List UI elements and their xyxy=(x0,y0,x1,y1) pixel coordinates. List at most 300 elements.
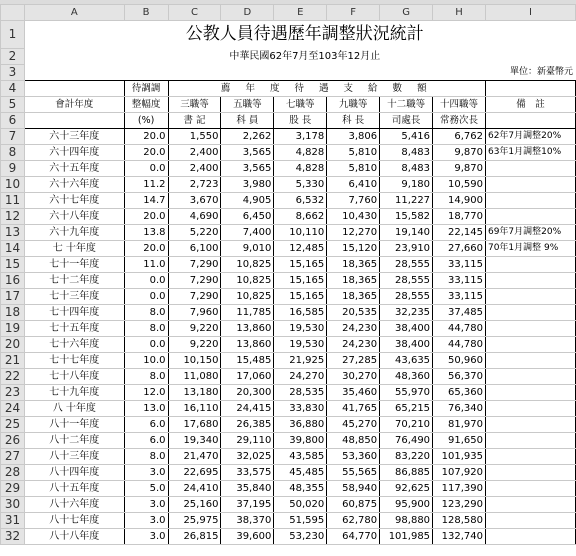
salary-cell[interactable]: 21,925 xyxy=(274,353,327,369)
row-header[interactable]: 27 xyxy=(1,449,25,465)
salary-cell[interactable]: 43,585 xyxy=(274,449,327,465)
salary-cell[interactable]: 76,340 xyxy=(433,401,486,417)
year-cell[interactable]: 六十九年度 xyxy=(24,225,124,241)
salary-cell[interactable]: 70,210 xyxy=(380,417,433,433)
column-header[interactable]: E xyxy=(274,5,327,21)
salary-cell[interactable]: 27,660 xyxy=(433,241,486,257)
salary-cell[interactable]: 8,483 xyxy=(380,145,433,161)
year-cell[interactable]: 七 十年度 xyxy=(24,241,124,257)
salary-cell[interactable]: 55,970 xyxy=(380,385,433,401)
row-header[interactable]: 14 xyxy=(1,241,25,257)
row-header[interactable]: 4 xyxy=(1,81,25,97)
salary-cell[interactable]: 17,060 xyxy=(221,369,274,385)
salary-cell[interactable]: 19,530 xyxy=(274,321,327,337)
note-cell[interactable]: 69年7月調整20% xyxy=(485,225,575,241)
salary-cell[interactable]: 53,230 xyxy=(274,529,327,545)
header-rate-2[interactable]: 整幅度 xyxy=(124,97,168,113)
salary-cell[interactable]: 7,290 xyxy=(168,257,221,273)
salary-cell[interactable]: 41,765 xyxy=(327,401,380,417)
cell[interactable] xyxy=(24,21,124,49)
note-cell[interactable] xyxy=(485,385,575,401)
salary-cell[interactable]: 5,810 xyxy=(327,145,380,161)
rate-cell[interactable]: 12.0 xyxy=(124,385,168,401)
salary-cell[interactable]: 19,530 xyxy=(274,337,327,353)
row-header[interactable]: 20 xyxy=(1,337,25,353)
salary-cell[interactable]: 107,920 xyxy=(433,465,486,481)
salary-cell[interactable]: 98,880 xyxy=(380,513,433,529)
salary-cell[interactable]: 92,625 xyxy=(380,481,433,497)
salary-cell[interactable]: 37,485 xyxy=(433,305,486,321)
salary-cell[interactable]: 20,300 xyxy=(221,385,274,401)
salary-cell[interactable]: 33,115 xyxy=(433,289,486,305)
year-cell[interactable]: 六十三年度 xyxy=(24,129,124,145)
note-cell[interactable]: 62年7月調整20% xyxy=(485,129,575,145)
salary-cell[interactable]: 81,970 xyxy=(433,417,486,433)
salary-cell[interactable]: 12,485 xyxy=(274,241,327,257)
salary-cell[interactable]: 91,650 xyxy=(433,433,486,449)
salary-cell[interactable]: 16,110 xyxy=(168,401,221,417)
row-header[interactable]: 1 xyxy=(1,21,25,49)
salary-cell[interactable]: 24,230 xyxy=(327,321,380,337)
salary-cell[interactable]: 25,160 xyxy=(168,497,221,513)
salary-cell[interactable]: 33,830 xyxy=(274,401,327,417)
salary-cell[interactable]: 11,080 xyxy=(168,369,221,385)
salary-cell[interactable]: 65,215 xyxy=(380,401,433,417)
year-cell[interactable]: 七十六年度 xyxy=(24,337,124,353)
rate-cell[interactable]: 0.0 xyxy=(124,289,168,305)
note-cell[interactable] xyxy=(485,465,575,481)
header-title[interactable]: 科 長 xyxy=(327,113,380,129)
salary-cell[interactable]: 14,900 xyxy=(433,193,486,209)
salary-cell[interactable]: 28,555 xyxy=(380,289,433,305)
salary-cell[interactable]: 48,355 xyxy=(274,481,327,497)
header-title[interactable]: 司處長 xyxy=(380,113,433,129)
salary-cell[interactable]: 39,800 xyxy=(274,433,327,449)
salary-cell[interactable]: 15,120 xyxy=(327,241,380,257)
cell[interactable] xyxy=(485,49,575,65)
salary-cell[interactable]: 15,165 xyxy=(274,257,327,273)
salary-cell[interactable]: 3,565 xyxy=(221,145,274,161)
column-header[interactable]: F xyxy=(327,5,380,21)
row-header[interactable]: 12 xyxy=(1,209,25,225)
note-cell[interactable] xyxy=(485,529,575,545)
salary-cell[interactable]: 4,905 xyxy=(221,193,274,209)
salary-cell[interactable]: 3,980 xyxy=(221,177,274,193)
salary-cell[interactable]: 32,235 xyxy=(380,305,433,321)
row-header[interactable]: 19 xyxy=(1,321,25,337)
year-cell[interactable]: 六十四年度 xyxy=(24,145,124,161)
salary-cell[interactable]: 27,285 xyxy=(327,353,380,369)
row-header[interactable]: 31 xyxy=(1,513,25,529)
salary-cell[interactable]: 86,885 xyxy=(380,465,433,481)
cell[interactable] xyxy=(24,65,485,81)
note-cell[interactable]: 70年1月調整 9% xyxy=(485,241,575,257)
salary-cell[interactable]: 3,565 xyxy=(221,161,274,177)
year-cell[interactable]: 八十二年度 xyxy=(24,433,124,449)
column-header[interactable]: C xyxy=(168,5,221,21)
row-header[interactable]: 17 xyxy=(1,289,25,305)
salary-cell[interactable]: 24,410 xyxy=(168,481,221,497)
salary-cell[interactable]: 24,270 xyxy=(274,369,327,385)
salary-cell[interactable]: 2,400 xyxy=(168,145,221,161)
salary-cell[interactable]: 7,960 xyxy=(168,305,221,321)
row-header[interactable]: 11 xyxy=(1,193,25,209)
salary-cell[interactable]: 50,020 xyxy=(274,497,327,513)
header-title[interactable]: 股 長 xyxy=(274,113,327,129)
column-header[interactable]: H xyxy=(433,5,486,21)
column-header[interactable]: B xyxy=(124,5,168,21)
salary-cell[interactable]: 22,145 xyxy=(433,225,486,241)
rate-cell[interactable]: 20.0 xyxy=(124,209,168,225)
cell[interactable] xyxy=(485,21,575,49)
row-header[interactable]: 24 xyxy=(1,401,25,417)
salary-cell[interactable]: 24,230 xyxy=(327,337,380,353)
salary-cell[interactable]: 5,220 xyxy=(168,225,221,241)
salary-cell[interactable]: 9,220 xyxy=(168,321,221,337)
rate-cell[interactable]: 0.0 xyxy=(124,161,168,177)
salary-cell[interactable]: 30,270 xyxy=(327,369,380,385)
salary-cell[interactable]: 2,723 xyxy=(168,177,221,193)
row-header[interactable]: 6 xyxy=(1,113,25,129)
salary-cell[interactable]: 10,430 xyxy=(327,209,380,225)
salary-cell[interactable]: 15,165 xyxy=(274,289,327,305)
salary-cell[interactable]: 29,110 xyxy=(221,433,274,449)
row-header[interactable]: 18 xyxy=(1,305,25,321)
note-cell[interactable] xyxy=(485,257,575,273)
rate-cell[interactable]: 20.0 xyxy=(124,129,168,145)
salary-cell[interactable]: 56,370 xyxy=(433,369,486,385)
cell[interactable] xyxy=(24,49,124,65)
salary-cell[interactable]: 28,555 xyxy=(380,257,433,273)
salary-cell[interactable]: 5,810 xyxy=(327,161,380,177)
salary-cell[interactable]: 128,580 xyxy=(433,513,486,529)
salary-cell[interactable]: 6,762 xyxy=(433,129,486,145)
salary-cell[interactable]: 12,270 xyxy=(327,225,380,241)
note-cell[interactable] xyxy=(485,289,575,305)
row-header[interactable]: 2 xyxy=(1,49,25,65)
note-cell[interactable] xyxy=(485,321,575,337)
salary-cell[interactable]: 3,178 xyxy=(274,129,327,145)
note-cell[interactable]: 63年1月調整10% xyxy=(485,145,575,161)
note-cell[interactable] xyxy=(485,513,575,529)
salary-cell[interactable]: 19,340 xyxy=(168,433,221,449)
year-cell[interactable]: 六十八年度 xyxy=(24,209,124,225)
salary-cell[interactable]: 38,400 xyxy=(380,337,433,353)
row-header[interactable]: 29 xyxy=(1,481,25,497)
header-notes[interactable]: 備 註 xyxy=(485,97,575,113)
rate-cell[interactable]: 3.0 xyxy=(124,529,168,545)
note-cell[interactable] xyxy=(485,273,575,289)
salary-cell[interactable]: 123,290 xyxy=(433,497,486,513)
year-cell[interactable]: 七十九年度 xyxy=(24,385,124,401)
rate-cell[interactable]: 3.0 xyxy=(124,465,168,481)
salary-cell[interactable]: 19,140 xyxy=(380,225,433,241)
note-cell[interactable] xyxy=(485,209,575,225)
salary-cell[interactable]: 28,535 xyxy=(274,385,327,401)
salary-cell[interactable]: 13,860 xyxy=(221,337,274,353)
salary-cell[interactable]: 20,535 xyxy=(327,305,380,321)
salary-cell[interactable]: 23,910 xyxy=(380,241,433,257)
salary-cell[interactable]: 7,290 xyxy=(168,273,221,289)
salary-cell[interactable]: 8,483 xyxy=(380,161,433,177)
row-header[interactable]: 8 xyxy=(1,145,25,161)
salary-cell[interactable]: 32,025 xyxy=(221,449,274,465)
year-cell[interactable]: 七十二年度 xyxy=(24,273,124,289)
salary-cell[interactable]: 65,360 xyxy=(433,385,486,401)
rate-cell[interactable]: 20.0 xyxy=(124,145,168,161)
rate-cell[interactable]: 10.0 xyxy=(124,353,168,369)
salary-cell[interactable]: 45,270 xyxy=(327,417,380,433)
salary-cell[interactable]: 35,460 xyxy=(327,385,380,401)
salary-cell[interactable]: 17,680 xyxy=(168,417,221,433)
salary-cell[interactable]: 6,410 xyxy=(327,177,380,193)
unit-label[interactable]: 單位：新臺幣元 xyxy=(485,65,575,81)
salary-cell[interactable]: 15,582 xyxy=(380,209,433,225)
rate-cell[interactable]: 13.0 xyxy=(124,401,168,417)
year-cell[interactable]: 七十五年度 xyxy=(24,321,124,337)
salary-cell[interactable]: 48,360 xyxy=(380,369,433,385)
salary-cell[interactable]: 21,470 xyxy=(168,449,221,465)
salary-cell[interactable]: 50,960 xyxy=(433,353,486,369)
salary-cell[interactable]: 3,670 xyxy=(168,193,221,209)
year-cell[interactable]: 六十五年度 xyxy=(24,161,124,177)
salary-cell[interactable]: 101,935 xyxy=(433,449,486,465)
year-cell[interactable]: 八十七年度 xyxy=(24,513,124,529)
salary-cell[interactable]: 36,880 xyxy=(274,417,327,433)
salary-cell[interactable]: 15,485 xyxy=(221,353,274,369)
salary-cell[interactable]: 5,330 xyxy=(274,177,327,193)
rate-cell[interactable]: 8.0 xyxy=(124,449,168,465)
note-cell[interactable] xyxy=(485,353,575,369)
rate-cell[interactable]: 11.0 xyxy=(124,257,168,273)
header-grade[interactable]: 九職等 xyxy=(327,97,380,113)
salary-cell[interactable]: 18,365 xyxy=(327,273,380,289)
year-cell[interactable]: 八十八年度 xyxy=(24,529,124,545)
cell[interactable] xyxy=(485,113,575,129)
column-header[interactable]: D xyxy=(221,5,274,21)
salary-cell[interactable]: 10,110 xyxy=(274,225,327,241)
rate-cell[interactable]: 14.7 xyxy=(124,193,168,209)
salary-cell[interactable]: 15,165 xyxy=(274,273,327,289)
salary-cell[interactable]: 38,370 xyxy=(221,513,274,529)
column-header[interactable]: G xyxy=(380,5,433,21)
salary-cell[interactable]: 33,575 xyxy=(221,465,274,481)
year-cell[interactable]: 七十三年度 xyxy=(24,289,124,305)
salary-cell[interactable]: 55,565 xyxy=(327,465,380,481)
salary-cell[interactable]: 33,115 xyxy=(433,273,486,289)
year-cell[interactable]: 八十六年度 xyxy=(24,497,124,513)
row-header[interactable]: 13 xyxy=(1,225,25,241)
salary-cell[interactable]: 101,985 xyxy=(380,529,433,545)
row-header[interactable]: 10 xyxy=(1,177,25,193)
note-cell[interactable] xyxy=(485,449,575,465)
salary-cell[interactable]: 7,760 xyxy=(327,193,380,209)
note-cell[interactable] xyxy=(485,497,575,513)
rate-cell[interactable]: 8.0 xyxy=(124,369,168,385)
year-cell[interactable]: 七十四年度 xyxy=(24,305,124,321)
salary-cell[interactable]: 13,180 xyxy=(168,385,221,401)
note-cell[interactable] xyxy=(485,433,575,449)
year-cell[interactable]: 八十五年度 xyxy=(24,481,124,497)
year-cell[interactable]: 八十三年度 xyxy=(24,449,124,465)
column-header[interactable]: A xyxy=(24,5,124,21)
header-rate-3[interactable]: (%) xyxy=(124,113,168,129)
note-cell[interactable] xyxy=(485,481,575,497)
note-cell[interactable] xyxy=(485,337,575,353)
year-cell[interactable]: 六十七年度 xyxy=(24,193,124,209)
salary-cell[interactable]: 10,825 xyxy=(221,257,274,273)
rate-cell[interactable]: 8.0 xyxy=(124,305,168,321)
note-cell[interactable] xyxy=(485,193,575,209)
header-title[interactable]: 書 記 xyxy=(168,113,221,129)
row-header[interactable]: 21 xyxy=(1,353,25,369)
salary-cell[interactable]: 10,825 xyxy=(221,273,274,289)
salary-cell[interactable]: 9,870 xyxy=(433,145,486,161)
salary-cell[interactable]: 6,100 xyxy=(168,241,221,257)
salary-cell[interactable]: 53,360 xyxy=(327,449,380,465)
row-header[interactable]: 16 xyxy=(1,273,25,289)
salary-cell[interactable]: 13,860 xyxy=(221,321,274,337)
salary-cell[interactable]: 11,785 xyxy=(221,305,274,321)
salary-cell[interactable]: 2,262 xyxy=(221,129,274,145)
salary-cell[interactable]: 18,365 xyxy=(327,289,380,305)
salary-cell[interactable]: 9,180 xyxy=(380,177,433,193)
note-cell[interactable] xyxy=(485,305,575,321)
salary-cell[interactable]: 9,870 xyxy=(433,161,486,177)
cell[interactable] xyxy=(24,113,124,129)
salary-cell[interactable]: 64,770 xyxy=(327,529,380,545)
salary-cell[interactable]: 60,875 xyxy=(327,497,380,513)
row-header[interactable]: 5 xyxy=(1,97,25,113)
salary-cell[interactable]: 10,825 xyxy=(221,289,274,305)
salary-cell[interactable]: 26,815 xyxy=(168,529,221,545)
note-cell[interactable] xyxy=(485,417,575,433)
salary-cell[interactable]: 9,220 xyxy=(168,337,221,353)
salary-cell[interactable]: 5,416 xyxy=(380,129,433,145)
rate-cell[interactable]: 6.0 xyxy=(124,433,168,449)
rate-cell[interactable]: 5.0 xyxy=(124,481,168,497)
salary-cell[interactable]: 6,532 xyxy=(274,193,327,209)
salary-cell[interactable]: 76,490 xyxy=(380,433,433,449)
header-grade[interactable]: 七職等 xyxy=(274,97,327,113)
salary-cell[interactable]: 48,850 xyxy=(327,433,380,449)
row-header[interactable]: 23 xyxy=(1,385,25,401)
salary-cell[interactable]: 10,590 xyxy=(433,177,486,193)
year-cell[interactable]: 八十一年度 xyxy=(24,417,124,433)
sheet-title[interactable]: 公教人員待遇歷年調整狀況統計 xyxy=(185,24,424,44)
header-grade[interactable]: 十二職等 xyxy=(380,97,433,113)
header-grade[interactable]: 三職等 xyxy=(168,97,221,113)
salary-cell[interactable]: 38,400 xyxy=(380,321,433,337)
select-all-corner[interactable] xyxy=(1,5,25,21)
salary-cell[interactable]: 11,227 xyxy=(380,193,433,209)
header-title[interactable]: 常務次長 xyxy=(433,113,486,129)
salary-cell[interactable]: 4,690 xyxy=(168,209,221,225)
note-cell[interactable] xyxy=(485,369,575,385)
note-cell[interactable] xyxy=(485,161,575,177)
salary-cell[interactable]: 58,940 xyxy=(327,481,380,497)
salary-cell[interactable]: 2,400 xyxy=(168,161,221,177)
salary-cell[interactable]: 44,780 xyxy=(433,337,486,353)
rate-cell[interactable]: 0.0 xyxy=(124,273,168,289)
salary-cell[interactable]: 83,220 xyxy=(380,449,433,465)
salary-cell[interactable]: 117,390 xyxy=(433,481,486,497)
salary-cell[interactable]: 10,150 xyxy=(168,353,221,369)
rate-cell[interactable]: 11.2 xyxy=(124,177,168,193)
salary-cell[interactable]: 18,770 xyxy=(433,209,486,225)
salary-cell[interactable]: 7,290 xyxy=(168,289,221,305)
cell[interactable] xyxy=(24,81,124,97)
rate-cell[interactable]: 3.0 xyxy=(124,513,168,529)
salary-cell[interactable]: 16,585 xyxy=(274,305,327,321)
salary-cell[interactable]: 6,450 xyxy=(221,209,274,225)
note-cell[interactable] xyxy=(485,401,575,417)
salary-cell[interactable]: 1,550 xyxy=(168,129,221,145)
row-header[interactable]: 25 xyxy=(1,417,25,433)
salary-cell[interactable]: 3,806 xyxy=(327,129,380,145)
header-grade[interactable]: 五職等 xyxy=(221,97,274,113)
salary-cell[interactable]: 33,115 xyxy=(433,257,486,273)
salary-cell[interactable]: 7,400 xyxy=(221,225,274,241)
note-cell[interactable] xyxy=(485,177,575,193)
rate-cell[interactable]: 20.0 xyxy=(124,241,168,257)
salary-cell[interactable]: 4,828 xyxy=(274,161,327,177)
salary-cell[interactable]: 8,662 xyxy=(274,209,327,225)
salary-cell[interactable]: 24,415 xyxy=(221,401,274,417)
header-title[interactable]: 科 員 xyxy=(221,113,274,129)
salary-cell[interactable]: 95,900 xyxy=(380,497,433,513)
salary-cell[interactable]: 45,485 xyxy=(274,465,327,481)
header-rate-1[interactable]: 待調調 xyxy=(124,81,168,97)
salary-cell[interactable]: 28,555 xyxy=(380,273,433,289)
header-year[interactable]: 會計年度 xyxy=(24,97,124,113)
column-header[interactable]: I xyxy=(485,5,575,21)
row-header[interactable]: 26 xyxy=(1,433,25,449)
salary-cell[interactable]: 26,385 xyxy=(221,417,274,433)
salary-cell[interactable]: 18,365 xyxy=(327,257,380,273)
header-group[interactable]: 薦 年 度 待 遇 支 給 數 額 xyxy=(168,81,485,97)
salary-cell[interactable]: 9,010 xyxy=(221,241,274,257)
row-header[interactable]: 30 xyxy=(1,497,25,513)
salary-cell[interactable]: 39,600 xyxy=(221,529,274,545)
rate-cell[interactable]: 8.0 xyxy=(124,321,168,337)
rate-cell[interactable]: 3.0 xyxy=(124,497,168,513)
row-header[interactable]: 15 xyxy=(1,257,25,273)
row-header[interactable]: 22 xyxy=(1,369,25,385)
salary-cell[interactable]: 37,195 xyxy=(221,497,274,513)
salary-cell[interactable]: 25,975 xyxy=(168,513,221,529)
year-cell[interactable]: 六十六年度 xyxy=(24,177,124,193)
year-cell[interactable]: 七十七年度 xyxy=(24,353,124,369)
salary-cell[interactable]: 4,828 xyxy=(274,145,327,161)
header-grade[interactable]: 十四職等 xyxy=(433,97,486,113)
row-header[interactable]: 32 xyxy=(1,529,25,545)
year-cell[interactable]: 七十一年度 xyxy=(24,257,124,273)
rate-cell[interactable]: 0.0 xyxy=(124,337,168,353)
salary-cell[interactable]: 44,780 xyxy=(433,321,486,337)
row-header[interactable]: 3 xyxy=(1,65,25,81)
row-header[interactable]: 7 xyxy=(1,129,25,145)
salary-cell[interactable]: 62,780 xyxy=(327,513,380,529)
sheet-subtitle[interactable]: 中華民國62年7月至103年12月止 xyxy=(229,51,381,62)
salary-cell[interactable]: 51,595 xyxy=(274,513,327,529)
cell[interactable] xyxy=(485,81,575,97)
rate-cell[interactable]: 13.8 xyxy=(124,225,168,241)
salary-cell[interactable]: 22,695 xyxy=(168,465,221,481)
salary-cell[interactable]: 35,840 xyxy=(221,481,274,497)
rate-cell[interactable]: 6.0 xyxy=(124,417,168,433)
year-cell[interactable]: 八 十年度 xyxy=(24,401,124,417)
